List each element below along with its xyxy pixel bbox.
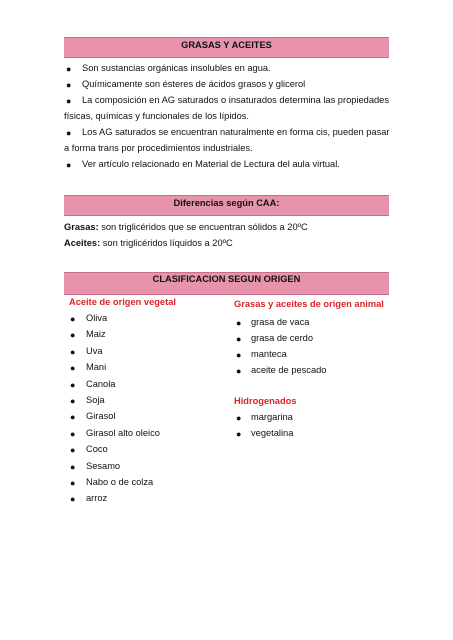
bullet-icon: ● <box>66 160 72 170</box>
bullet-text: Químicamente son ésteres de ácidos grasos y glicerol <box>82 79 306 89</box>
bullet-icon: ● <box>66 64 72 74</box>
bullet-icon: ● <box>70 428 76 439</box>
bullet-icon: ● <box>70 494 76 505</box>
bullet-icon: ● <box>236 334 242 344</box>
aceites-text: son triglicéridos líquidos a 20ºC <box>100 238 233 248</box>
grasas-definition <box>64 222 308 232</box>
list-item: Girasol alto oleico <box>86 427 160 438</box>
section-title: Diferencias según CAA: <box>173 198 280 208</box>
aceites-label: Aceites: <box>64 238 101 248</box>
bullet-icon: ● <box>66 96 72 106</box>
bullet-icon: ● <box>236 350 242 360</box>
bullet-text-continuation: físicas, químicas y funcionales de los lípidos. <box>64 111 249 121</box>
vegetal-heading: Aceite de origen vegetal <box>69 297 176 307</box>
list-item: manteca <box>251 349 287 359</box>
grasas-text: son triglicéridos que se encuentran sólidos a 20ºC <box>98 222 308 232</box>
bullet-icon: ● <box>70 396 76 406</box>
section-header-clasificacion <box>64 272 389 295</box>
bullet-text: Los AG saturados se encuentran naturalmente en forma cis, pueden pasar <box>82 127 390 137</box>
bullet-icon: ● <box>70 314 76 324</box>
list-item: aceite de pescado <box>251 365 327 375</box>
list-item: Canola <box>86 378 116 389</box>
bullet-icon: ● <box>70 379 76 390</box>
list-item: arroz <box>86 493 108 504</box>
bullet-text: Son sustancias orgánicas insolubles en agua. <box>82 63 271 73</box>
bullet-icon: ● <box>70 330 76 341</box>
list-item: Nabo o de colza <box>86 477 154 487</box>
list-item: grasa de cerdo <box>251 333 314 343</box>
bullet-icon: ● <box>66 80 72 90</box>
grasas-label: Grasas: <box>64 222 99 232</box>
list-item: Mani <box>86 362 107 373</box>
bullet-icon: ● <box>236 366 242 376</box>
list-item: Girasol <box>86 411 116 422</box>
bullet-icon: ● <box>70 346 76 357</box>
list-item: margarina <box>251 412 293 422</box>
section-header-grasas-aceites <box>64 37 389 58</box>
bullet-icon: ● <box>66 128 72 138</box>
bullet-icon: ● <box>236 318 242 328</box>
list-item: Oliva <box>86 313 108 323</box>
list-item: vegetalina <box>251 428 294 438</box>
section-header-diferencias <box>64 195 389 216</box>
bullet-text: La composición en AG saturados o insaturados determina las propiedades <box>82 95 389 105</box>
animal-heading: Grasas y aceites de origen animal <box>234 299 384 309</box>
list-item: Coco <box>86 444 108 455</box>
bullet-icon: ● <box>70 445 76 456</box>
section-title: GRASAS Y ACEITES <box>181 40 272 50</box>
section-title: CLASIFICACION SEGUN ORIGEN <box>152 274 301 284</box>
bullet-icon: ● <box>70 478 76 488</box>
bullet-icon: ● <box>70 363 76 374</box>
list-item: Sesamo <box>86 460 121 471</box>
bullet-icon: ● <box>70 461 76 472</box>
bullet-text: Ver artículo relacionado en Material de Lectura del aula virtual. <box>82 159 340 169</box>
bullet-icon: ● <box>70 412 76 423</box>
list-item: Uva <box>86 345 103 356</box>
hidrogenados-heading: Hidrogenados <box>234 396 297 406</box>
list-item: Maiz <box>86 329 106 340</box>
bullet-icon: ● <box>236 413 242 423</box>
list-item: grasa de vaca <box>251 317 310 327</box>
bullet-text-continuation: a forma trans por procedimientos industriales. <box>64 143 253 153</box>
aceites-definition <box>64 238 233 248</box>
bullet-icon: ● <box>236 429 242 439</box>
list-item: Soja <box>86 395 105 405</box>
